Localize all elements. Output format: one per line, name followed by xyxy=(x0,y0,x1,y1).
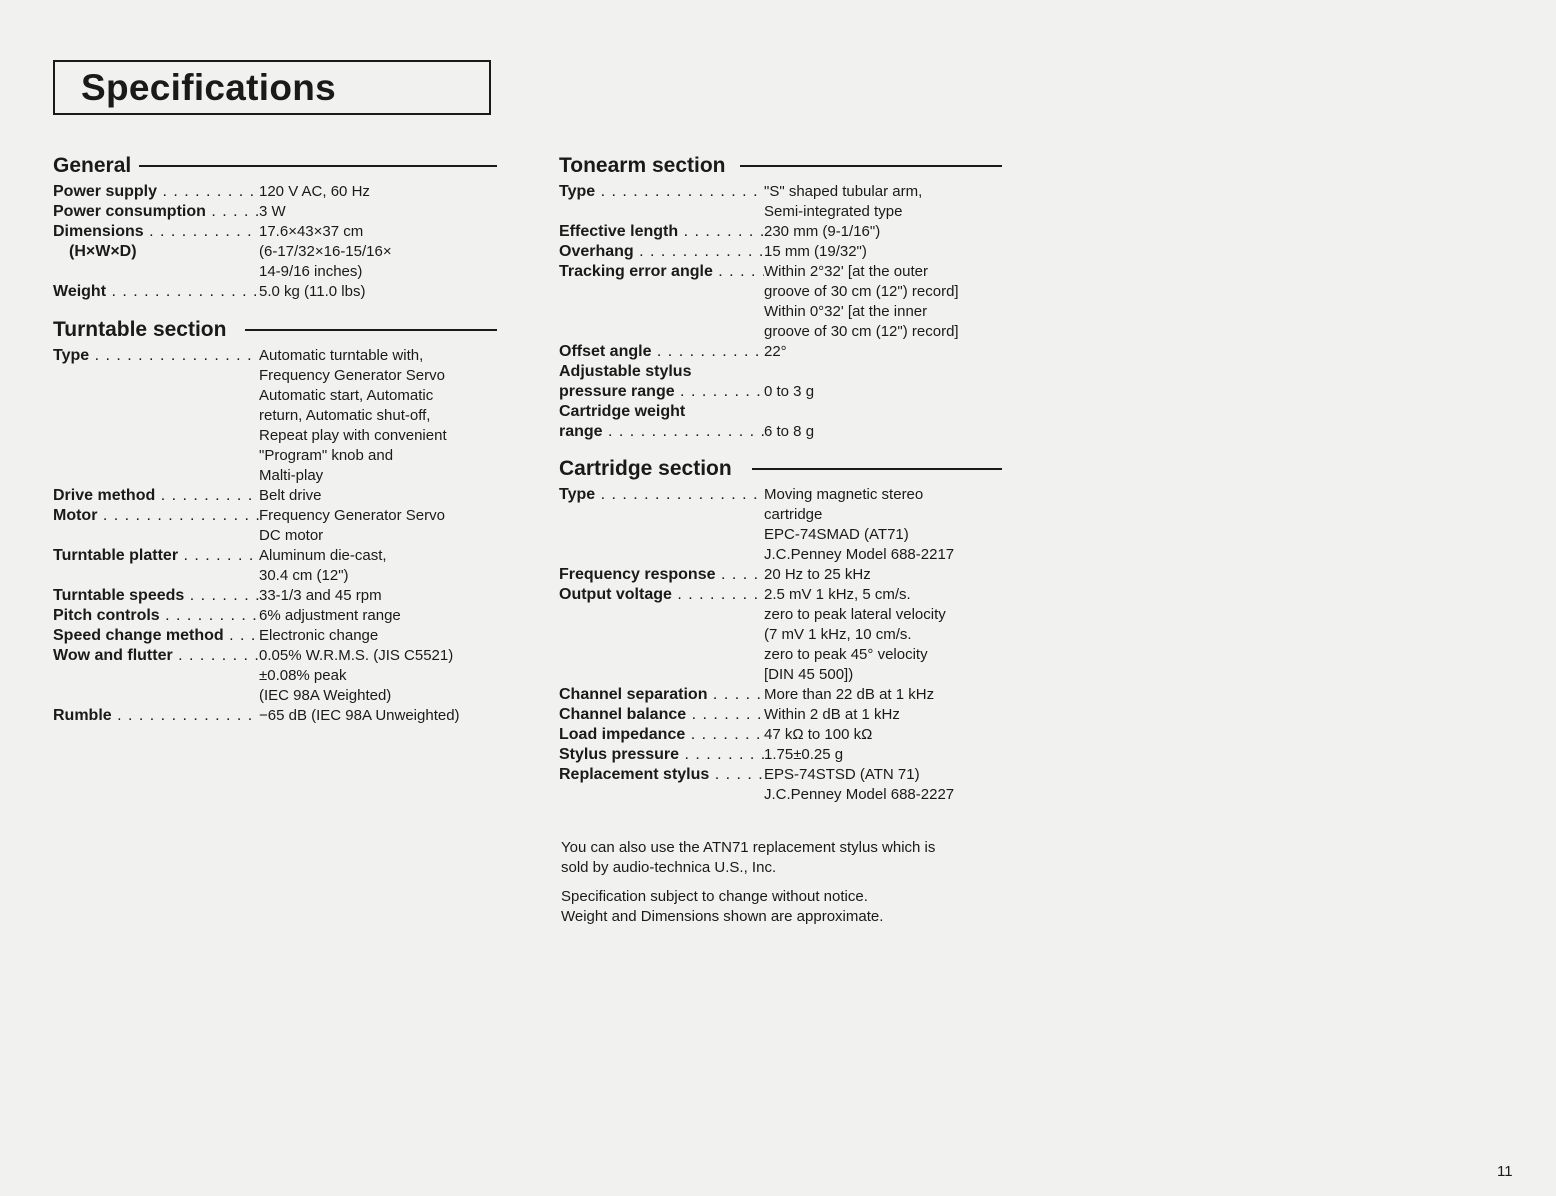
spec-row xyxy=(559,342,1002,362)
page-title: Specifications xyxy=(81,67,337,108)
spec-label xyxy=(53,606,259,626)
spec-label-text: Tracking error angle xyxy=(559,263,713,280)
spec-value xyxy=(764,725,872,745)
heading-rule xyxy=(740,165,1002,167)
spec-label xyxy=(559,182,764,202)
spec-label-text: pressure range xyxy=(559,383,675,400)
spec-label-text: Motor xyxy=(53,507,98,524)
spec-label xyxy=(559,342,764,362)
general-heading: General xyxy=(53,154,139,178)
spec-value-line: 17.6×43×37 cm xyxy=(259,223,364,240)
spec-value-line: More than 22 dB at 1 kHz xyxy=(764,686,935,703)
spec-row xyxy=(559,705,1002,725)
spec-row xyxy=(559,382,1002,402)
spec-row xyxy=(53,222,497,242)
turntable-heading-row xyxy=(53,318,497,344)
spec-row xyxy=(53,706,497,726)
spec-label xyxy=(559,565,764,585)
spec-label-text: Frequency response xyxy=(559,566,716,583)
spec-label-text: Drive method xyxy=(53,487,156,504)
spec-label-text: Offset angle xyxy=(559,343,652,360)
spec-value xyxy=(259,202,286,222)
spec-row xyxy=(559,222,1002,242)
spec-value xyxy=(764,222,880,242)
spec-value-line: Frequency Generator Servo xyxy=(259,367,445,384)
spec-value-line: "S" shaped tubular arm, xyxy=(764,183,923,200)
spec-value-line: J.C.Penney Model 688-2227 xyxy=(764,786,955,803)
spec-value-line: 0.05% W.R.M.S. (JIS C5521) xyxy=(259,647,454,664)
spec-label xyxy=(559,242,764,262)
spec-value xyxy=(259,282,365,302)
spec-value-line: Electronic change xyxy=(259,627,379,644)
spec-row xyxy=(559,362,1002,382)
spec-row xyxy=(53,546,497,586)
spec-value-line: Belt drive xyxy=(259,487,322,504)
spec-value-line: 20 Hz to 25 kHz xyxy=(764,566,871,583)
page-title-box xyxy=(53,60,491,115)
spec-value-line: "Program" knob and xyxy=(259,447,394,464)
spec-value-line: 22° xyxy=(764,343,787,360)
spec-row xyxy=(53,626,497,646)
spec-value-line: 2.5 mV 1 kHz, 5 cm/s. xyxy=(764,586,911,603)
spec-value-line: 3 W xyxy=(259,203,286,220)
spec-value xyxy=(764,705,900,725)
spec-row xyxy=(53,586,497,606)
spec-label xyxy=(53,346,259,366)
spec-value xyxy=(764,585,946,685)
spec-value-line: Within 2 dB at 1 kHz xyxy=(764,706,900,723)
spec-label-text: Channel separation xyxy=(559,686,708,703)
spec-label-text: range xyxy=(559,423,603,440)
spec-row xyxy=(559,765,1002,805)
spec-label xyxy=(559,765,764,785)
spec-label xyxy=(559,585,764,605)
spec-value xyxy=(259,606,401,626)
spec-label-text: Weight xyxy=(53,283,107,300)
spec-label-text: Adjustable stylus xyxy=(559,363,692,380)
heading-rule xyxy=(752,468,1002,470)
spec-value-line: return, Automatic shut-off, xyxy=(259,407,431,424)
spec-label-text: Power supply xyxy=(53,183,158,200)
spec-label-text: Speed change method xyxy=(53,627,224,644)
tonearm-section xyxy=(559,154,1002,442)
spec-label xyxy=(559,485,764,505)
spec-value xyxy=(764,745,843,765)
spec-value-line: 47 kΩ to 100 kΩ xyxy=(764,726,873,743)
spec-row xyxy=(559,585,1002,685)
spec-label xyxy=(559,685,764,705)
spec-value-line: Within 2°32' [at the outer xyxy=(764,263,928,280)
spec-label xyxy=(53,202,259,222)
spec-label-text: Turntable platter xyxy=(53,547,179,564)
spec-label xyxy=(53,182,259,202)
spec-value-line: DC motor xyxy=(259,527,324,544)
spec-label-text: Stylus pressure xyxy=(559,746,680,763)
tonearm-heading: Tonearm section xyxy=(559,154,733,178)
spec-row xyxy=(53,182,497,202)
spec-row xyxy=(559,485,1002,565)
spec-value xyxy=(259,182,370,202)
spec-label xyxy=(559,705,764,725)
spec-label xyxy=(53,586,259,606)
spec-value-line: 15 mm (19/32") xyxy=(764,243,867,260)
spec-row xyxy=(53,202,497,222)
spec-value-line: 33-1/3 and 45 rpm xyxy=(259,587,382,604)
spec-label xyxy=(53,706,259,726)
spec-value-line: −65 dB (IEC 98A Unweighted) xyxy=(259,707,460,724)
page-number: 11 xyxy=(1497,1163,1513,1180)
spec-label-text: Dimensions xyxy=(53,223,144,240)
spec-value xyxy=(259,586,382,606)
spec-value xyxy=(259,346,447,486)
spec-label xyxy=(53,626,259,646)
spec-value xyxy=(764,565,871,585)
spec-value xyxy=(764,342,787,362)
change-note xyxy=(561,887,883,927)
spec-value xyxy=(259,626,378,646)
spec-row xyxy=(559,422,1002,442)
spec-label-text: Output voltage xyxy=(559,586,672,603)
spec-value-line: Within 0°32' [at the inner xyxy=(764,303,928,320)
tonearm-heading-row xyxy=(559,154,1002,180)
spec-value xyxy=(259,506,445,546)
spec-label xyxy=(53,282,259,302)
spec-label xyxy=(53,646,259,666)
spec-value xyxy=(259,546,387,586)
atn71-note xyxy=(561,838,935,878)
spec-row xyxy=(53,606,497,626)
spec-value-line: Aluminum die-cast, xyxy=(259,547,387,564)
spec-label-text: Effective length xyxy=(559,223,679,240)
heading-rule xyxy=(137,165,497,167)
spec-value-line: zero to peak 45° velocity xyxy=(764,646,928,663)
spec-row xyxy=(559,242,1002,262)
spec-row xyxy=(559,402,1002,422)
spec-label-text: Wow and flutter xyxy=(53,647,173,664)
spec-value-line: (IEC 98A Weighted) xyxy=(259,687,392,704)
spec-value-line: cartridge xyxy=(764,506,823,523)
spec-value-line: EPS-74STSD (ATN 71) xyxy=(764,766,920,783)
spec-label xyxy=(53,506,259,526)
general-heading-row xyxy=(53,154,497,180)
spec-value-line: 5.0 kg (11.0 lbs) xyxy=(259,283,366,300)
spec-value xyxy=(764,685,934,705)
spec-row xyxy=(53,506,497,546)
spec-row xyxy=(559,685,1002,705)
spec-value-line: Semi-integrated type xyxy=(764,203,903,220)
spec-row xyxy=(53,242,497,282)
heading-rule xyxy=(245,329,497,331)
spec-value-line: 120 V AC, 60 Hz xyxy=(259,183,370,200)
spec-row xyxy=(559,182,1002,222)
spec-value xyxy=(764,382,814,402)
spec-value-line: 6% adjustment range xyxy=(259,607,401,624)
spec-value xyxy=(259,222,363,242)
spec-value-line: groove of 30 cm (12") record] xyxy=(764,283,959,300)
spec-value-line: zero to peak lateral velocity xyxy=(764,606,946,623)
spec-value-line: Repeat play with convenient xyxy=(259,427,447,444)
general-section xyxy=(53,154,497,302)
spec-value-line: groove of 30 cm (12") record] xyxy=(764,323,959,340)
cartridge-heading-row xyxy=(559,457,1002,483)
spec-label xyxy=(559,725,764,745)
atn71-note-line: sold by audio-technica U.S., Inc. xyxy=(561,859,777,876)
spec-label-text: Pitch controls xyxy=(53,607,160,624)
spec-value-line: 1.75±0.25 g xyxy=(764,746,844,763)
spec-value xyxy=(764,242,867,262)
change-note-line: Weight and Dimensions shown are approximate. xyxy=(561,908,884,925)
spec-label xyxy=(559,222,764,242)
spec-label-text: Replacement stylus xyxy=(559,766,710,783)
spec-label xyxy=(53,222,259,242)
spec-value-line: [DIN 45 500]) xyxy=(764,666,854,683)
spec-value-line: Malti-play xyxy=(259,467,324,484)
spec-value-line: Automatic start, Automatic xyxy=(259,387,434,404)
spec-label xyxy=(559,402,764,422)
spec-value-line: ±0.08% peak xyxy=(259,667,347,684)
spec-label-text: Rumble xyxy=(53,707,112,724)
spec-value xyxy=(259,242,392,282)
spec-label-text: Channel balance xyxy=(559,706,687,723)
spec-value xyxy=(259,486,322,506)
spec-value-line: Frequency Generator Servo xyxy=(259,507,445,524)
spec-row xyxy=(559,565,1002,585)
spec-row xyxy=(559,725,1002,745)
spec-value-line: 30.4 cm (12") xyxy=(259,567,349,584)
spec-value xyxy=(764,182,922,222)
spec-label xyxy=(559,262,764,282)
spec-label xyxy=(559,362,764,382)
spec-value-line: Automatic turntable with, xyxy=(259,347,424,364)
spec-value xyxy=(259,706,460,726)
spec-value-line: J.C.Penney Model 688-2217 xyxy=(764,546,955,563)
cartridge-heading: Cartridge section xyxy=(559,457,740,481)
spec-value-line: (6-17/32×16-15/16× xyxy=(259,243,392,260)
spec-value-line: 14-9/16 inches) xyxy=(259,263,363,280)
spec-label-text: (H×W×D) xyxy=(69,243,137,260)
spec-label-text: Cartridge weight xyxy=(559,403,686,420)
spec-value-line: 230 mm (9-1/16") xyxy=(764,223,881,240)
spec-label-text: Type xyxy=(559,183,596,200)
spec-label-text: Load impedance xyxy=(559,726,686,743)
spec-row xyxy=(53,282,497,302)
spec-value-line: (7 mV 1 kHz, 10 cm/s. xyxy=(764,626,912,643)
spec-label xyxy=(53,546,259,566)
atn71-note-line: You can also use the ATN71 replacement stylus which is xyxy=(561,839,936,856)
spec-label-text: Overhang xyxy=(559,243,634,260)
spec-row xyxy=(53,486,497,506)
spec-label-text: Type xyxy=(559,486,596,503)
spec-label-text: Power consumption xyxy=(53,203,206,220)
spec-label xyxy=(53,486,259,506)
spec-label xyxy=(53,242,259,262)
spec-label xyxy=(559,422,764,442)
spec-row xyxy=(53,346,497,486)
spec-value xyxy=(259,646,453,706)
spec-value xyxy=(764,485,954,565)
spec-row xyxy=(53,646,497,706)
spec-value-line: EPC-74SMAD (AT71) xyxy=(764,526,909,543)
spec-label xyxy=(559,382,764,402)
change-note-line: Specification subject to change without notice. xyxy=(561,888,868,905)
spec-value xyxy=(764,422,814,442)
spec-value-line: 0 to 3 g xyxy=(764,383,815,400)
spec-value xyxy=(764,262,959,342)
spec-row xyxy=(559,262,1002,342)
spec-label-text: Type xyxy=(53,347,90,364)
spec-label-text: Turntable speeds xyxy=(53,587,185,604)
spec-value xyxy=(764,765,954,805)
spec-value-line: 6 to 8 g xyxy=(764,423,815,440)
spec-value-line: Moving magnetic stereo xyxy=(764,486,924,503)
spec-row xyxy=(559,745,1002,765)
cartridge-section xyxy=(559,457,1002,805)
turntable-heading: Turntable section xyxy=(53,318,234,342)
turntable-section xyxy=(53,318,497,726)
spec-label xyxy=(559,745,764,765)
